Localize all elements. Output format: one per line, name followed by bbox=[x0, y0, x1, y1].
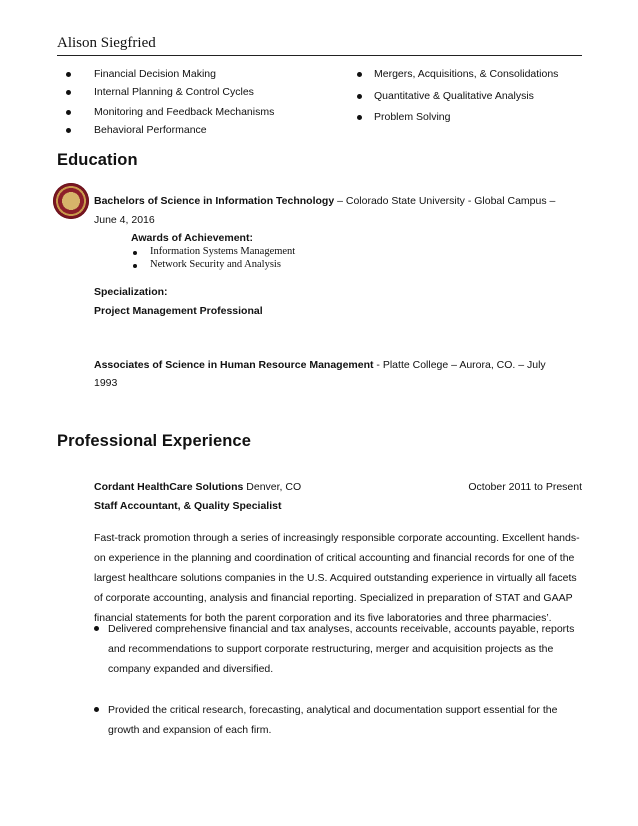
job1-summary bbox=[94, 528, 580, 628]
bullet-line: company expanded and diversified. bbox=[108, 663, 274, 675]
job1-location: Denver, CO bbox=[243, 481, 302, 493]
specialization-value: Project Management Professional bbox=[94, 305, 263, 317]
degree1-date: June 4, 2016 bbox=[94, 214, 155, 226]
summary-line: financial statements for both the parent corporation and its five laboratories and three pharmacies’. bbox=[94, 612, 552, 624]
bullet-line: and recommendations to support corporate restructuring, merger and acquisition projects as the bbox=[108, 643, 554, 655]
education-heading: Education bbox=[57, 151, 138, 169]
bullet-dot bbox=[133, 264, 137, 268]
bullet-line: Delivered comprehensive financial and tax analyses, accounts receivable, accounts payable, reports bbox=[108, 623, 575, 635]
award-item: Information Systems Management bbox=[150, 246, 296, 257]
degree2-date: 1993 bbox=[94, 377, 118, 389]
degree1-name: Bachelors of Science in Information Technology bbox=[94, 195, 335, 207]
bullet-dot bbox=[66, 90, 71, 95]
summary-line: of corporate accounting, analysis and financial reporting. Specialized in preparation of STAT and GAAP bbox=[94, 592, 573, 604]
specialization-heading: Specialization: bbox=[94, 286, 168, 298]
bullet-dot bbox=[66, 128, 71, 133]
bullet-dot bbox=[94, 626, 99, 631]
award-item: Network Security and Analysis bbox=[150, 259, 281, 270]
job1-company: Cordant HealthCare Solutions bbox=[94, 481, 244, 493]
skill-item: Monitoring and Feedback Mechanisms bbox=[94, 106, 275, 118]
skill-item: Problem Solving bbox=[374, 111, 451, 123]
bullet-dot bbox=[357, 72, 362, 77]
degree2-school: - Platte College – Aurora, CO. – July bbox=[373, 359, 546, 371]
degree1-school: – Colorado State University - Global Campus – bbox=[334, 195, 556, 207]
job1-bullet bbox=[108, 700, 557, 740]
skill-item: Quantitative & Qualitative Analysis bbox=[374, 90, 534, 102]
degree2-line bbox=[94, 355, 546, 375]
job1-bullet bbox=[108, 619, 574, 679]
bullet-dot bbox=[66, 110, 71, 115]
skill-item: Behavioral Performance bbox=[94, 124, 207, 136]
bullet-dot bbox=[357, 115, 362, 120]
bullet-dot bbox=[357, 94, 362, 99]
resume-header-name: Alison Siegfried bbox=[57, 35, 156, 51]
job1-role: Staff Accountant, & Quality Specialist bbox=[94, 500, 282, 512]
bullet-dot bbox=[66, 72, 71, 77]
summary-line: Fast-track promotion through a series of increasingly responsible corporate accounting. Excellent hands- bbox=[94, 532, 580, 544]
awards-heading: Awards of Achievement: bbox=[131, 232, 253, 244]
bullet-line: growth and expansion of each firm. bbox=[108, 724, 272, 736]
skill-item: Internal Planning & Control Cycles bbox=[94, 86, 254, 98]
skill-item: Mergers, Acquisitions, & Consolidations bbox=[374, 68, 559, 80]
job1-dates: October 2011 to Present bbox=[468, 481, 582, 493]
university-seal-icon bbox=[53, 183, 89, 219]
bullet-dot bbox=[133, 251, 137, 255]
summary-line: largest healthcare solutions companies in the U.S. Acquired outstanding experience in virtually all facets bbox=[94, 572, 577, 584]
bullet-line: Provided the critical research, forecasting, analytical and documentation support essential for the bbox=[108, 704, 558, 716]
degree2-name: Associates of Science in Human Resource Management bbox=[94, 359, 374, 371]
summary-line: on experience in the planning and coordination of critical accounting and financial records for one of the bbox=[94, 552, 575, 564]
job1-company-line bbox=[94, 477, 301, 497]
degree1-line bbox=[94, 191, 555, 211]
header-divider bbox=[57, 55, 582, 56]
bullet-dot bbox=[94, 707, 99, 712]
skill-item: Financial Decision Making bbox=[94, 68, 216, 80]
experience-heading: Professional Experience bbox=[57, 432, 251, 450]
